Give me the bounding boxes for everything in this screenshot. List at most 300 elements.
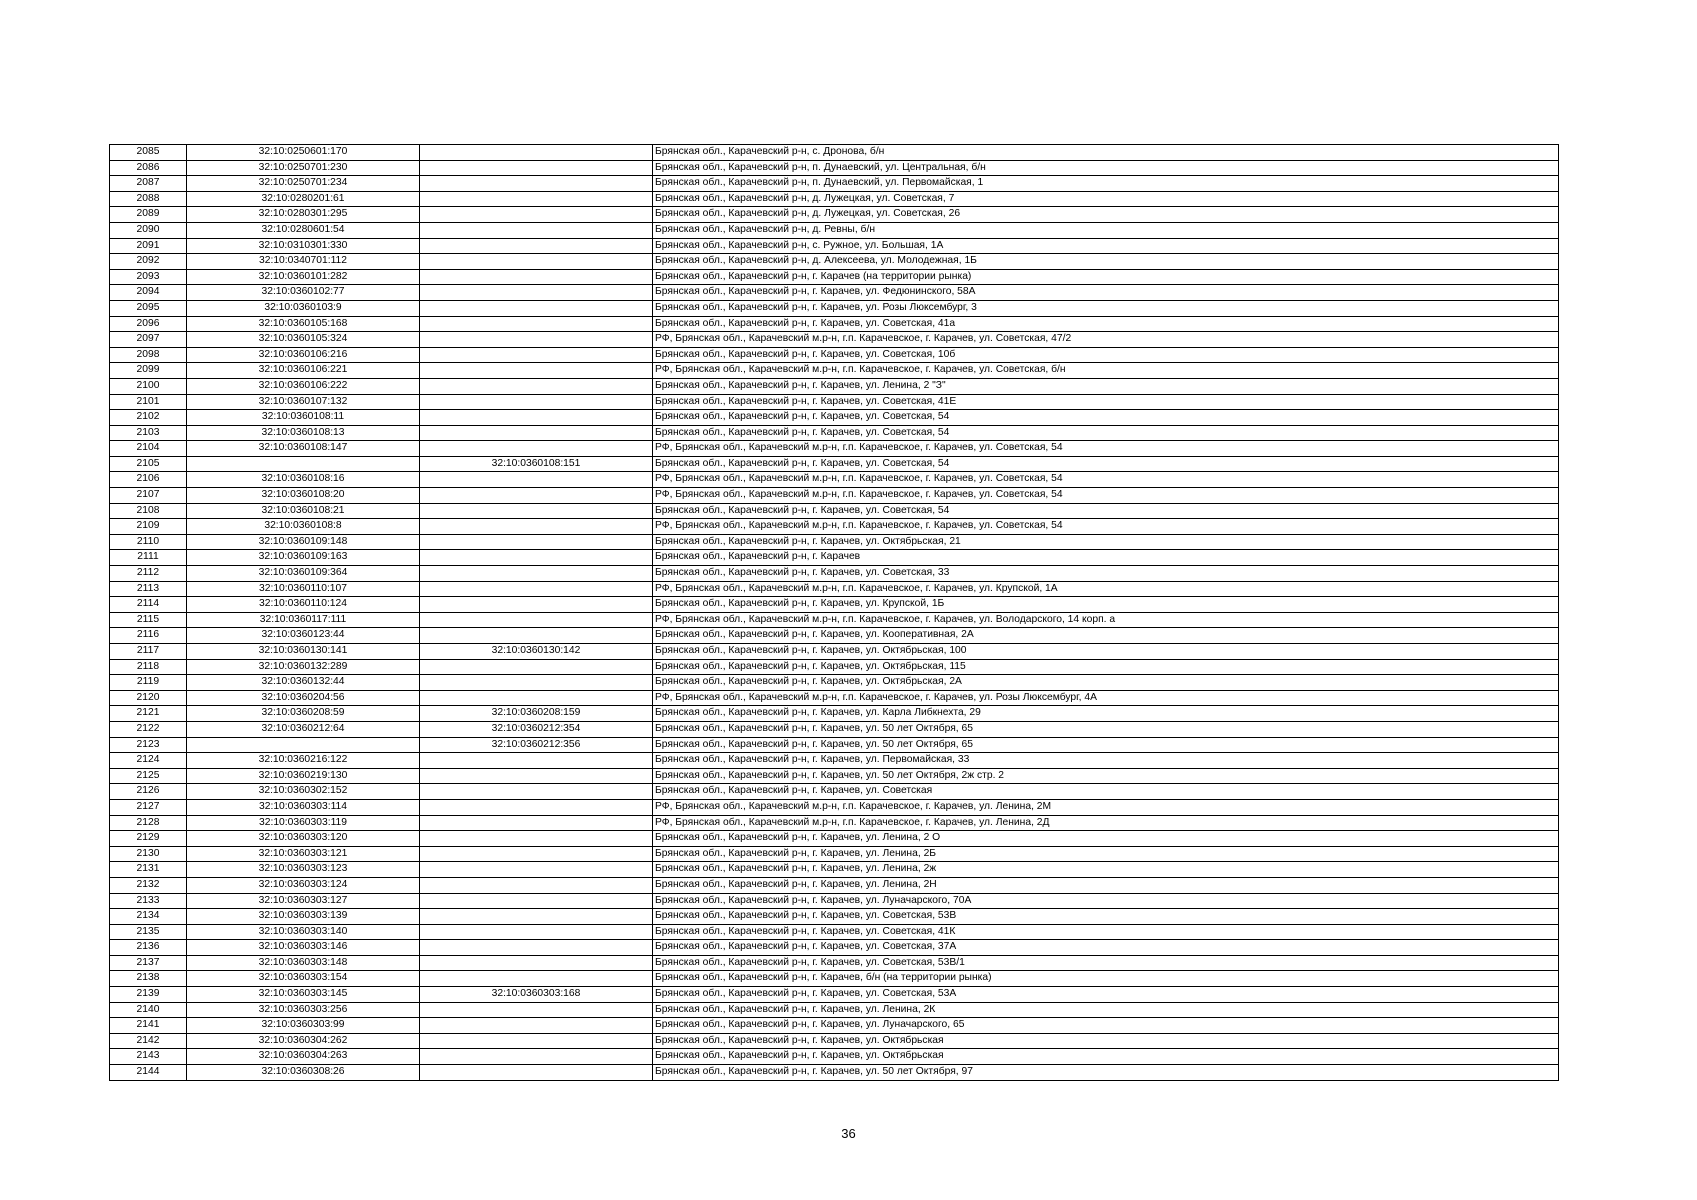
- related-cadastral-number-cell: [420, 862, 653, 878]
- cadastral-number-cell: [187, 456, 420, 472]
- related-cadastral-number-cell: 32:10:0360303:168: [420, 987, 653, 1003]
- table-row: [110, 503, 1559, 519]
- cadastral-number-cell: 32:10:0360303:146: [187, 940, 420, 956]
- cadastral-number-cell: 32:10:0360132:289: [187, 659, 420, 675]
- address-cell: Брянская обл., Карачевский р-н, д. Лужецкая, ул. Советская, 7: [653, 191, 1559, 207]
- cadastral-number-cell: 32:10:0360103:9: [187, 300, 420, 316]
- table-row: [110, 488, 1559, 504]
- row-number-cell: 2090: [110, 222, 187, 238]
- related-cadastral-number-cell: [420, 316, 653, 332]
- row-number-cell: 2120: [110, 690, 187, 706]
- related-cadastral-number-cell: [420, 238, 653, 254]
- table-row: [110, 1018, 1559, 1034]
- related-cadastral-number-cell: [420, 628, 653, 644]
- cadastral-number-cell: 32:10:0360102:77: [187, 285, 420, 301]
- related-cadastral-number-cell: [420, 425, 653, 441]
- cadastral-number-cell: 32:10:0360212:64: [187, 721, 420, 737]
- row-number-cell: 2108: [110, 503, 187, 519]
- cadastral-number-cell: 32:10:0360123:44: [187, 628, 420, 644]
- address-cell: Брянская обл., Карачевский р-н, г. Карачев, ул. Ленина, 2ж: [653, 862, 1559, 878]
- related-cadastral-number-cell: [420, 690, 653, 706]
- address-cell: Брянская обл., Карачевский р-н, г. Карачев, ул. Советская, 53А: [653, 987, 1559, 1003]
- address-cell: Брянская обл., Карачевский р-н, г. Карачев, ул. Октябрьская, 100: [653, 644, 1559, 660]
- address-cell: Брянская обл., Карачевский р-н, г. Карачев, б/н (на территории рынка): [653, 971, 1559, 987]
- row-number-cell: 2140: [110, 1002, 187, 1018]
- cadastral-number-cell: 32:10:0360303:145: [187, 987, 420, 1003]
- cadastral-number-cell: 32:10:0280301:295: [187, 207, 420, 223]
- cadastral-number-cell: 32:10:0360303:148: [187, 955, 420, 971]
- table-row: [110, 285, 1559, 301]
- cadastral-number-cell: 32:10:0360304:262: [187, 1033, 420, 1049]
- table-row: [110, 659, 1559, 675]
- related-cadastral-number-cell: 32:10:0360212:356: [420, 737, 653, 753]
- related-cadastral-number-cell: [420, 659, 653, 675]
- related-cadastral-number-cell: [420, 519, 653, 535]
- cadastral-number-cell: 32:10:0360109:364: [187, 566, 420, 582]
- related-cadastral-number-cell: [420, 145, 653, 161]
- row-number-cell: 2105: [110, 456, 187, 472]
- table-row: [110, 831, 1559, 847]
- address-cell: Брянская обл., Карачевский р-н, г. Карачев, ул. Октябрьская, 115: [653, 659, 1559, 675]
- row-number-cell: 2143: [110, 1049, 187, 1065]
- cadastral-number-cell: 32:10:0360302:152: [187, 784, 420, 800]
- table-row: [110, 955, 1559, 971]
- address-cell: РФ, Брянская обл., Карачевский м.р-н, г.п. Карачевское, г. Карачев, ул. Советская, 54: [653, 488, 1559, 504]
- address-cell: РФ, Брянская обл., Карачевский м.р-н, г.п. Карачевское, г. Карачев, ул. Советская, 54: [653, 472, 1559, 488]
- cadastral-number-cell: 32:10:0360303:114: [187, 799, 420, 815]
- address-cell: Брянская обл., Карачевский р-н, г. Карачев, ул. Советская, 37А: [653, 940, 1559, 956]
- row-number-cell: 2106: [110, 472, 187, 488]
- registry-table-body: [110, 145, 1559, 1081]
- row-number-cell: 2134: [110, 909, 187, 925]
- address-cell: Брянская обл., Карачевский р-н, г. Карачев, ул. Советская, 10б: [653, 347, 1559, 363]
- row-number-cell: 2103: [110, 425, 187, 441]
- row-number-cell: 2133: [110, 893, 187, 909]
- related-cadastral-number-cell: [420, 191, 653, 207]
- row-number-cell: 2118: [110, 659, 187, 675]
- address-cell: Брянская обл., Карачевский р-н, г. Карачев, ул. Советская, 54: [653, 410, 1559, 426]
- related-cadastral-number-cell: [420, 300, 653, 316]
- related-cadastral-number-cell: 32:10:0360108:151: [420, 456, 653, 472]
- related-cadastral-number-cell: [420, 612, 653, 628]
- row-number-cell: 2099: [110, 363, 187, 379]
- table-row: [110, 1065, 1559, 1081]
- table-row: [110, 815, 1559, 831]
- cadastral-number-cell: 32:10:0360308:26: [187, 1065, 420, 1081]
- related-cadastral-number-cell: [420, 955, 653, 971]
- row-number-cell: 2102: [110, 410, 187, 426]
- cadastral-number-cell: [187, 737, 420, 753]
- related-cadastral-number-cell: [420, 503, 653, 519]
- address-cell: Брянская обл., Карачевский р-н, г. Карачев, ул. Советская, 53В: [653, 909, 1559, 925]
- row-number-cell: 2124: [110, 753, 187, 769]
- cadastral-number-cell: 32:10:0360108:21: [187, 503, 420, 519]
- table-row: [110, 628, 1559, 644]
- row-number-cell: 2093: [110, 269, 187, 285]
- address-cell: Брянская обл., Карачевский р-н, г. Карачев, ул. Карла Либкнехта, 29: [653, 706, 1559, 722]
- row-number-cell: 2127: [110, 799, 187, 815]
- cadastral-number-cell: 32:10:0360303:121: [187, 846, 420, 862]
- cadastral-number-cell: 32:10:0340701:112: [187, 254, 420, 270]
- related-cadastral-number-cell: [420, 1033, 653, 1049]
- related-cadastral-number-cell: [420, 831, 653, 847]
- table-row: [110, 207, 1559, 223]
- address-cell: Брянская обл., Карачевский р-н, г. Карачев, ул. Советская, 33: [653, 566, 1559, 582]
- cadastral-number-cell: 32:10:0250701:230: [187, 160, 420, 176]
- table-row: [110, 721, 1559, 737]
- cadastral-number-cell: 32:10:0360106:216: [187, 347, 420, 363]
- address-cell: РФ, Брянская обл., Карачевский м.р-н, г.п. Карачевское, г. Карачев, ул. Советская, б/н: [653, 363, 1559, 379]
- related-cadastral-number-cell: [420, 675, 653, 691]
- table-row: [110, 472, 1559, 488]
- row-number-cell: 2097: [110, 332, 187, 348]
- address-cell: Брянская обл., Карачевский р-н, г. Карачев, ул. Октябрьская: [653, 1049, 1559, 1065]
- cadastral-number-cell: 32:10:0360108:147: [187, 441, 420, 457]
- address-cell: Брянская обл., Карачевский р-н, г. Карачев, ул. Ленина, 2 "З": [653, 378, 1559, 394]
- related-cadastral-number-cell: [420, 893, 653, 909]
- cadastral-number-cell: 32:10:0360303:256: [187, 1002, 420, 1018]
- address-cell: Брянская обл., Карачевский р-н, г. Карачев, ул. Советская, 41К: [653, 924, 1559, 940]
- cadastral-number-cell: 32:10:0360303:140: [187, 924, 420, 940]
- address-cell: Брянская обл., Карачевский р-н, г. Карачев, ул. Федюнинского, 58А: [653, 285, 1559, 301]
- row-number-cell: 2129: [110, 831, 187, 847]
- address-cell: Брянская обл., Карачевский р-н, г. Карачев, ул. Ленина, 2К: [653, 1002, 1559, 1018]
- row-number-cell: 2117: [110, 644, 187, 660]
- row-number-cell: 2115: [110, 612, 187, 628]
- address-cell: РФ, Брянская обл., Карачевский м.р-н, г.п. Карачевское, г. Карачев, ул. Розы Люксембург, 4А: [653, 690, 1559, 706]
- table-row: [110, 924, 1559, 940]
- table-row: [110, 191, 1559, 207]
- related-cadastral-number-cell: 32:10:0360212:354: [420, 721, 653, 737]
- address-cell: Брянская обл., Карачевский р-н, г. Карачев: [653, 550, 1559, 566]
- row-number-cell: 2128: [110, 815, 187, 831]
- related-cadastral-number-cell: [420, 581, 653, 597]
- address-cell: Брянская обл., Карачевский р-н, г. Карачев, ул. Розы Люксембург, 3: [653, 300, 1559, 316]
- row-number-cell: 2111: [110, 550, 187, 566]
- related-cadastral-number-cell: [420, 846, 653, 862]
- row-number-cell: 2136: [110, 940, 187, 956]
- address-cell: Брянская обл., Карачевский р-н, г. Карачев, ул. Советская, 54: [653, 425, 1559, 441]
- cadastral-number-cell: 32:10:0360303:139: [187, 909, 420, 925]
- related-cadastral-number-cell: [420, 784, 653, 800]
- address-cell: Брянская обл., Карачевский р-н, с. Дронова, б/н: [653, 145, 1559, 161]
- cadastral-number-cell: 32:10:0360108:16: [187, 472, 420, 488]
- table-row: [110, 550, 1559, 566]
- row-number-cell: 2142: [110, 1033, 187, 1049]
- cadastral-number-cell: 32:10:0360130:141: [187, 644, 420, 660]
- related-cadastral-number-cell: [420, 332, 653, 348]
- table-row: [110, 1049, 1559, 1065]
- related-cadastral-number-cell: [420, 207, 653, 223]
- related-cadastral-number-cell: [420, 753, 653, 769]
- cadastral-number-cell: 32:10:0360303:123: [187, 862, 420, 878]
- cadastral-number-cell: 32:10:0360110:107: [187, 581, 420, 597]
- table-row: [110, 316, 1559, 332]
- cadastral-number-cell: 32:10:0360132:44: [187, 675, 420, 691]
- row-number-cell: 2094: [110, 285, 187, 301]
- related-cadastral-number-cell: [420, 924, 653, 940]
- cadastral-number-cell: 32:10:0280201:61: [187, 191, 420, 207]
- cadastral-number-cell: 32:10:0360303:154: [187, 971, 420, 987]
- related-cadastral-number-cell: [420, 1065, 653, 1081]
- table-row: [110, 987, 1559, 1003]
- address-cell: Брянская обл., Карачевский р-н, г. Карачев, ул. Ленина, 2 О: [653, 831, 1559, 847]
- address-cell: Брянская обл., Карачевский р-н, г. Карачев, ул. Советская, 53В/1: [653, 955, 1559, 971]
- row-number-cell: 2126: [110, 784, 187, 800]
- cadastral-number-cell: 32:10:0360303:127: [187, 893, 420, 909]
- related-cadastral-number-cell: [420, 285, 653, 301]
- related-cadastral-number-cell: [420, 940, 653, 956]
- cadastral-number-cell: 32:10:0250701:234: [187, 176, 420, 192]
- row-number-cell: 2096: [110, 316, 187, 332]
- address-cell: Брянская обл., Карачевский р-н, г. Карачев, ул. Кооперативная, 2А: [653, 628, 1559, 644]
- address-cell: Брянская обл., Карачевский р-н, г. Карачев (на территории рынка): [653, 269, 1559, 285]
- table-row: [110, 394, 1559, 410]
- address-cell: Брянская обл., Карачевский р-н, г. Карачев, ул. Первомайская, 33: [653, 753, 1559, 769]
- row-number-cell: 2101: [110, 394, 187, 410]
- cadastral-number-cell: 32:10:0360107:132: [187, 394, 420, 410]
- table-row: [110, 519, 1559, 535]
- table-row: [110, 784, 1559, 800]
- cadastral-registry-table: [109, 144, 1559, 1081]
- related-cadastral-number-cell: [420, 394, 653, 410]
- row-number-cell: 2144: [110, 1065, 187, 1081]
- related-cadastral-number-cell: [420, 1018, 653, 1034]
- related-cadastral-number-cell: [420, 566, 653, 582]
- related-cadastral-number-cell: [420, 597, 653, 613]
- address-cell: Брянская обл., Карачевский р-н, д. Алексеева, ул. Молодежная, 1Б: [653, 254, 1559, 270]
- cadastral-number-cell: 32:10:0280601:54: [187, 222, 420, 238]
- table-row: [110, 612, 1559, 628]
- row-number-cell: 2086: [110, 160, 187, 176]
- cadastral-number-cell: 32:10:0360219:130: [187, 768, 420, 784]
- row-number-cell: 2088: [110, 191, 187, 207]
- address-cell: Брянская обл., Карачевский р-н, с. Ружное, ул. Большая, 1А: [653, 238, 1559, 254]
- table-row: [110, 799, 1559, 815]
- related-cadastral-number-cell: [420, 815, 653, 831]
- table-row: [110, 410, 1559, 426]
- address-cell: Брянская обл., Карачевский р-н, г. Карачев, ул. Октябрьская: [653, 1033, 1559, 1049]
- related-cadastral-number-cell: 32:10:0360130:142: [420, 644, 653, 660]
- address-cell: Брянская обл., Карачевский р-н, г. Карачев, ул. 50 лет Октября, 65: [653, 721, 1559, 737]
- related-cadastral-number-cell: [420, 1002, 653, 1018]
- row-number-cell: 2113: [110, 581, 187, 597]
- cadastral-number-cell: 32:10:0360110:124: [187, 597, 420, 613]
- address-cell: Брянская обл., Карачевский р-н, г. Карачев, ул. Советская, 41Е: [653, 394, 1559, 410]
- row-number-cell: 2092: [110, 254, 187, 270]
- cadastral-number-cell: 32:10:0360303:124: [187, 877, 420, 893]
- address-cell: Брянская обл., Карачевский р-н, г. Карачев, ул. 50 лет Октября, 65: [653, 737, 1559, 753]
- cadastral-number-cell: 32:10:0360208:59: [187, 706, 420, 722]
- row-number-cell: 2135: [110, 924, 187, 940]
- address-cell: Брянская обл., Карачевский р-н, г. Карачев, ул. Ленина, 2Б: [653, 846, 1559, 862]
- table-row: [110, 347, 1559, 363]
- cadastral-number-cell: 32:10:0360303:120: [187, 831, 420, 847]
- row-number-cell: 2132: [110, 877, 187, 893]
- table-row: [110, 581, 1559, 597]
- address-cell: Брянская обл., Карачевский р-н, г. Карачев, ул. Крупской, 1Б: [653, 597, 1559, 613]
- row-number-cell: 2122: [110, 721, 187, 737]
- related-cadastral-number-cell: [420, 768, 653, 784]
- row-number-cell: 2098: [110, 347, 187, 363]
- related-cadastral-number-cell: [420, 441, 653, 457]
- table-row: [110, 753, 1559, 769]
- related-cadastral-number-cell: [420, 269, 653, 285]
- address-cell: РФ, Брянская обл., Карачевский м.р-н, г.п. Карачевское, г. Карачев, ул. Советская, 47/2: [653, 332, 1559, 348]
- cadastral-number-cell: 32:10:0360109:163: [187, 550, 420, 566]
- table-row: [110, 254, 1559, 270]
- related-cadastral-number-cell: [420, 176, 653, 192]
- cadastral-number-cell: 32:10:0360108:8: [187, 519, 420, 535]
- table-row: [110, 300, 1559, 316]
- row-number-cell: 2104: [110, 441, 187, 457]
- address-cell: Брянская обл., Карачевский р-н, д. Лужецкая, ул. Советская, 26: [653, 207, 1559, 223]
- table-row: [110, 597, 1559, 613]
- table-row: [110, 176, 1559, 192]
- table-row: [110, 363, 1559, 379]
- address-cell: Брянская обл., Карачевский р-н, г. Карачев, ул. Ленина, 2Н: [653, 877, 1559, 893]
- table-row: [110, 971, 1559, 987]
- related-cadastral-number-cell: [420, 254, 653, 270]
- related-cadastral-number-cell: [420, 909, 653, 925]
- address-cell: Брянская обл., Карачевский р-н, г. Карачев, ул. Советская, 54: [653, 456, 1559, 472]
- row-number-cell: 2095: [110, 300, 187, 316]
- row-number-cell: 2137: [110, 955, 187, 971]
- address-cell: Брянская обл., Карачевский р-н, д. Ревны, б/н: [653, 222, 1559, 238]
- table-row: [110, 145, 1559, 161]
- address-cell: Брянская обл., Карачевский р-н, г. Карачев, ул. Советская, 41а: [653, 316, 1559, 332]
- address-cell: РФ, Брянская обл., Карачевский м.р-н, г.п. Карачевское, г. Карачев, ул. Крупской, 1А: [653, 581, 1559, 597]
- address-cell: РФ, Брянская обл., Карачевский м.р-н, г.п. Карачевское, г. Карачев, ул. Советская, 54: [653, 441, 1559, 457]
- table-row: [110, 690, 1559, 706]
- row-number-cell: 2123: [110, 737, 187, 753]
- table-row: [110, 893, 1559, 909]
- address-cell: Брянская обл., Карачевский р-н, п. Дунаевский, ул. Центральная, б/н: [653, 160, 1559, 176]
- cadastral-number-cell: 32:10:0360204:56: [187, 690, 420, 706]
- address-cell: Брянская обл., Карачевский р-н, г. Карачев, ул. Луначарского, 65: [653, 1018, 1559, 1034]
- table-row: [110, 846, 1559, 862]
- table-row: [110, 222, 1559, 238]
- row-number-cell: 2109: [110, 519, 187, 535]
- table-row: [110, 768, 1559, 784]
- table-row: [110, 534, 1559, 550]
- page-number: 36: [841, 1126, 856, 1141]
- cadastral-number-cell: 32:10:0310301:330: [187, 238, 420, 254]
- address-cell: РФ, Брянская обл., Карачевский м.р-н, г.п. Карачевское, г. Карачев, ул. Ленина, 2М: [653, 799, 1559, 815]
- related-cadastral-number-cell: [420, 410, 653, 426]
- table-row: [110, 378, 1559, 394]
- cadastral-number-cell: 32:10:0360304:263: [187, 1049, 420, 1065]
- related-cadastral-number-cell: [420, 971, 653, 987]
- address-cell: Брянская обл., Карачевский р-н, г. Карачев, ул. Октябрьская, 21: [653, 534, 1559, 550]
- cadastral-number-cell: 32:10:0360108:20: [187, 488, 420, 504]
- table-row: [110, 566, 1559, 582]
- related-cadastral-number-cell: [420, 347, 653, 363]
- related-cadastral-number-cell: [420, 160, 653, 176]
- row-number-cell: 2121: [110, 706, 187, 722]
- cadastral-number-cell: 32:10:0360109:148: [187, 534, 420, 550]
- related-cadastral-number-cell: [420, 550, 653, 566]
- row-number-cell: 2119: [110, 675, 187, 691]
- row-number-cell: 2085: [110, 145, 187, 161]
- cadastral-number-cell: 32:10:0360117:111: [187, 612, 420, 628]
- related-cadastral-number-cell: [420, 488, 653, 504]
- row-number-cell: 2131: [110, 862, 187, 878]
- table-row: [110, 456, 1559, 472]
- row-number-cell: 2089: [110, 207, 187, 223]
- cadastral-number-cell: 32:10:0360106:222: [187, 378, 420, 394]
- table-row: [110, 940, 1559, 956]
- address-cell: Брянская обл., Карачевский р-н, г. Карачев, ул. Луначарского, 70А: [653, 893, 1559, 909]
- row-number-cell: 2116: [110, 628, 187, 644]
- related-cadastral-number-cell: [420, 799, 653, 815]
- related-cadastral-number-cell: [420, 1049, 653, 1065]
- cadastral-number-cell: 32:10:0360106:221: [187, 363, 420, 379]
- address-cell: Брянская обл., Карачевский р-н, п. Дунаевский, ул. Первомайская, 1: [653, 176, 1559, 192]
- address-cell: Брянская обл., Карачевский р-н, г. Карачев, ул. Октябрьская, 2А: [653, 675, 1559, 691]
- table-row: [110, 1033, 1559, 1049]
- row-number-cell: 2100: [110, 378, 187, 394]
- cadastral-number-cell: 32:10:0360216:122: [187, 753, 420, 769]
- cadastral-number-cell: 32:10:0360105:168: [187, 316, 420, 332]
- row-number-cell: 2138: [110, 971, 187, 987]
- table-row: [110, 332, 1559, 348]
- address-cell: Брянская обл., Карачевский р-н, г. Карачев, ул. 50 лет Октября, 97: [653, 1065, 1559, 1081]
- table-row: [110, 238, 1559, 254]
- table-row: [110, 862, 1559, 878]
- row-number-cell: 2114: [110, 597, 187, 613]
- table-row: [110, 441, 1559, 457]
- row-number-cell: 2091: [110, 238, 187, 254]
- address-cell: Брянская обл., Карачевский р-н, г. Карачев, ул. Советская: [653, 784, 1559, 800]
- cadastral-number-cell: 32:10:0360108:13: [187, 425, 420, 441]
- table-row: [110, 737, 1559, 753]
- table-row: [110, 425, 1559, 441]
- address-cell: Брянская обл., Карачевский р-н, г. Карачев, ул. 50 лет Октября, 2ж стр. 2: [653, 768, 1559, 784]
- row-number-cell: 2141: [110, 1018, 187, 1034]
- related-cadastral-number-cell: [420, 363, 653, 379]
- cadastral-number-cell: 32:10:0360101:282: [187, 269, 420, 285]
- address-cell: РФ, Брянская обл., Карачевский м.р-н, г.п. Карачевское, г. Карачев, ул. Володарского, 14 корп. а: [653, 612, 1559, 628]
- table-row: [110, 160, 1559, 176]
- address-cell: РФ, Брянская обл., Карачевский м.р-н, г.п. Карачевское, г. Карачев, ул. Советская, 54: [653, 519, 1559, 535]
- table-row: [110, 675, 1559, 691]
- row-number-cell: 2087: [110, 176, 187, 192]
- row-number-cell: 2130: [110, 846, 187, 862]
- table-row: [110, 877, 1559, 893]
- cadastral-number-cell: 32:10:0360108:11: [187, 410, 420, 426]
- related-cadastral-number-cell: [420, 877, 653, 893]
- address-cell: РФ, Брянская обл., Карачевский м.р-н, г.п. Карачевское, г. Карачев, ул. Ленина, 2Д: [653, 815, 1559, 831]
- related-cadastral-number-cell: [420, 378, 653, 394]
- row-number-cell: 2110: [110, 534, 187, 550]
- related-cadastral-number-cell: [420, 472, 653, 488]
- table-row: [110, 909, 1559, 925]
- row-number-cell: 2112: [110, 566, 187, 582]
- row-number-cell: 2139: [110, 987, 187, 1003]
- related-cadastral-number-cell: [420, 534, 653, 550]
- cadastral-number-cell: 32:10:0360303:119: [187, 815, 420, 831]
- related-cadastral-number-cell: 32:10:0360208:159: [420, 706, 653, 722]
- table-row: [110, 1002, 1559, 1018]
- cadastral-number-cell: 32:10:0360105:324: [187, 332, 420, 348]
- table-row: [110, 644, 1559, 660]
- row-number-cell: 2107: [110, 488, 187, 504]
- cadastral-number-cell: 32:10:0250601:170: [187, 145, 420, 161]
- row-number-cell: 2125: [110, 768, 187, 784]
- related-cadastral-number-cell: [420, 222, 653, 238]
- registry-sheet: [109, 144, 1559, 1081]
